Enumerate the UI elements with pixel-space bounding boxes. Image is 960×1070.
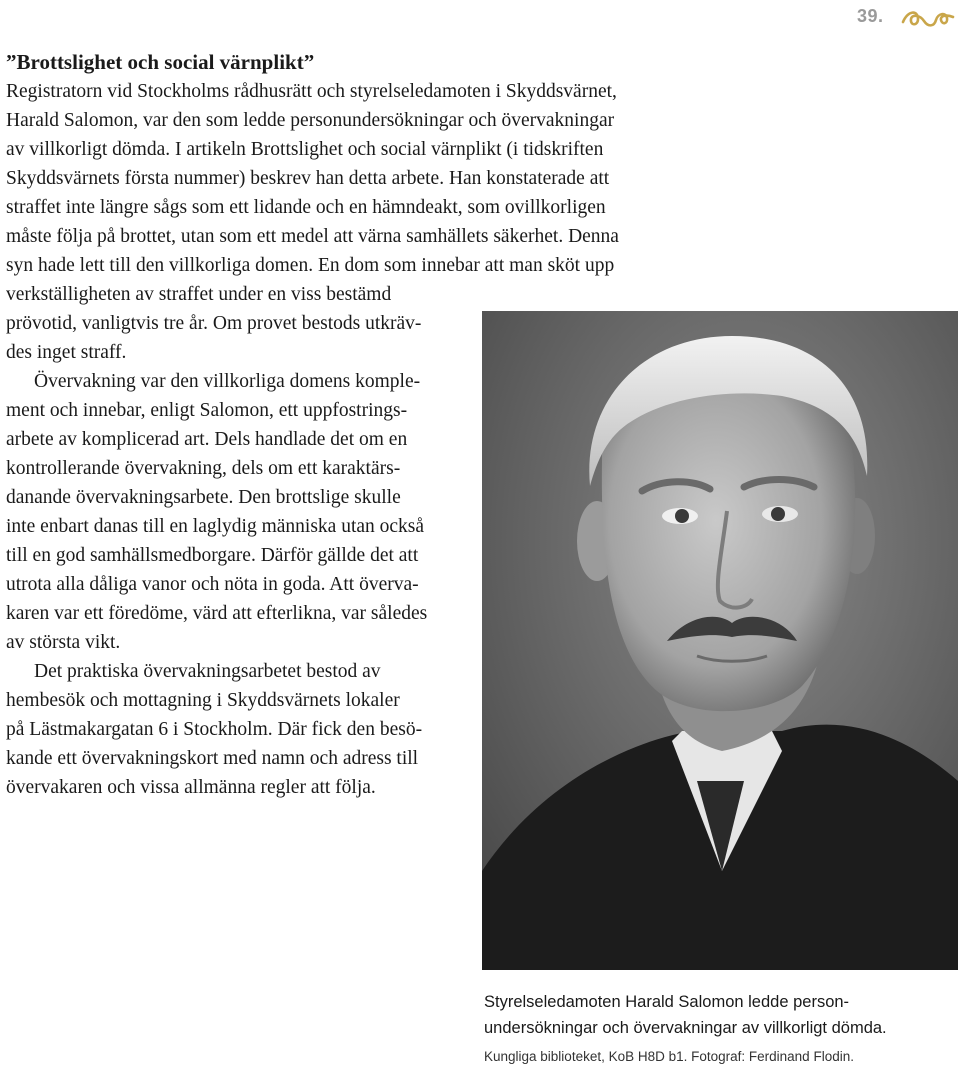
- portrait-illustration: [482, 311, 958, 970]
- body-line: hembesök och mottagning i Skyddsvärnets lokaler: [6, 690, 400, 711]
- body-line: till en god samhällsmedborgare. Därför gällde det att: [6, 545, 419, 566]
- body-line: måste följa på brottet, utan som ett medel att värna samhällets säkerhet. Denna: [6, 226, 619, 247]
- flourish-ornament-icon: [900, 6, 956, 32]
- body-line: arbete av komplicerad art. Dels handlade det om en: [6, 429, 408, 450]
- body-line: kontrollerande övervakning, dels om ett karaktärs-: [6, 458, 401, 479]
- body-line: karen var ett föredöme, värd att efterlikna, var således: [6, 603, 428, 624]
- page-number: 39.: [857, 6, 884, 26]
- body-line: straffet inte längre sågs som ett lidande och en hämndeakt, som ovillkorligen: [6, 197, 606, 218]
- photo-credit: Kungliga biblioteket, KoB H8D b1. Fotograf: Ferdinand Flodin.: [484, 1049, 854, 1064]
- body-line: danande övervakningsarbete. Den brottslige skulle: [6, 487, 401, 508]
- body-line: Övervakning var den villkorliga domens komple-: [34, 371, 421, 392]
- body-line: Det praktiska övervakningsarbetet bestod av: [34, 661, 381, 682]
- body-line: av villkorligt dömda. I artikeln Brottslighet och social värnplikt (i tidskriften: [6, 139, 604, 160]
- body-line: av största vikt.: [6, 632, 121, 653]
- body-line: inte enbart danas till en laglydig människa utan också: [6, 516, 425, 537]
- body-line: Registratorn vid Stockholms rådhusrätt och styrelseledamoten i Skyddsvärnet,: [6, 81, 617, 102]
- body-line: ment och innebar, enligt Salomon, ett uppfostrings-: [6, 400, 408, 421]
- portrait-photo: [482, 311, 958, 970]
- photo-caption-line: undersökningar och övervakningar av villkorligt dömda.: [484, 1019, 887, 1037]
- body-line: kande ett övervakningskort med namn och adress till: [6, 748, 419, 769]
- article-heading: ”Brottslighet och social värnplikt”: [6, 50, 315, 74]
- body-line: på Lästmakargatan 6 i Stockholm. Där fick den besö-: [6, 719, 423, 740]
- body-line: des inget straff.: [6, 342, 127, 363]
- body-line: Skyddsvärnets första nummer) beskrev han detta arbete. Han konstaterade att: [6, 168, 610, 189]
- body-line: syn hade lett till den villkorliga domen. En dom som innebar att man sköt upp: [6, 255, 615, 276]
- body-line: prövotid, vanligtvis tre år. Om provet bestods utkräv-: [6, 313, 422, 334]
- photo-caption-line: Styrelseledamoten Harald Salomon ledde person-: [484, 993, 850, 1011]
- body-line: utrota alla dåliga vanor och nöta in goda. Att överva-: [6, 574, 419, 595]
- body-line: Harald Salomon, var den som ledde personundersökningar och övervakningar: [6, 110, 615, 131]
- body-line: verkställigheten av straffet under en viss bestämd: [6, 284, 392, 305]
- body-line: övervakaren och vissa allmänna regler att följa.: [6, 777, 376, 798]
